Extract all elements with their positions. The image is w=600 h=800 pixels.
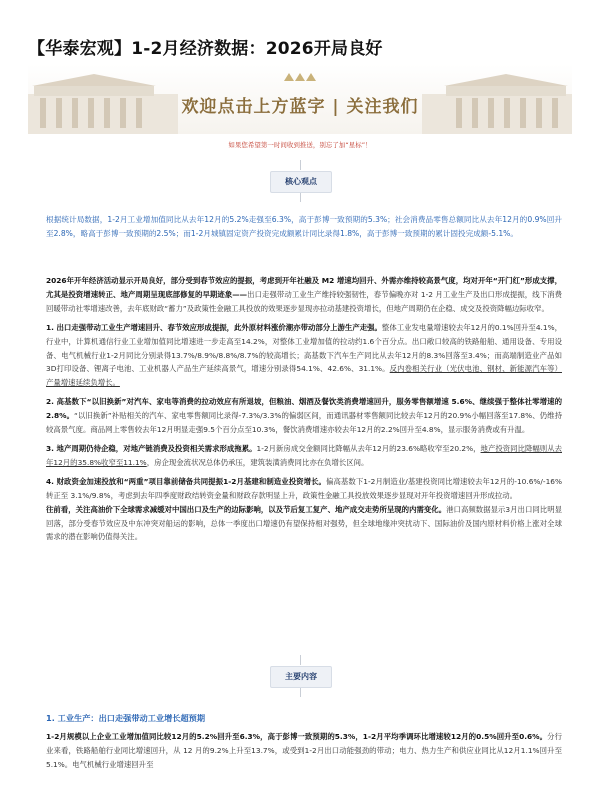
point-3-paragraph — [46, 442, 562, 470]
point-1-underline: 反内卷相关行业（光伏电池、钢材、新能源汽车等）产量增速延续负增长。 — [46, 364, 562, 388]
follow-banner[interactable] — [28, 64, 572, 134]
intro-bold: 2026年开年经济活动显示开局良好，部分受到春节效应的提振，考虑到开年社融及 M2 增速均回升、外需亦维持较高景气度，均对开年“开门红”形成支撑，尤其是投资增速转正、地产周期呈现底部修复的早期迹象—— — [46, 276, 562, 299]
section-1-bold: 1-2月规模以上企业工业增加值同比较12月的5.2%回升至6.3%，高于彭博一致预期的5.3%，1-2月平均季调环比增速较12月的0.5%回升至0.6%。 — [46, 732, 548, 741]
point-3-bold: 3. 地产周期仍待企稳，对地产链消费及投资相关需求形成拖累。 — [46, 443, 257, 453]
connector-line — [300, 193, 301, 202]
point-2-text: “以旧换新”补贴相关的汽车、家电零售额同比录得-7.3%/3.3%的偏弱区间，而通讯器材零售额同比较去年12月的20.9%小幅回落至17.8%、仍维持较高景气度。商品网上零售较去年12月明显走强9.5个百分点至10.3%，餐饮消费增速亦较去年12月的2.2%回升至4.8%，显示服务消费或有升温。 — [46, 411, 563, 435]
core-section-header — [0, 160, 600, 210]
follow-slogan: 欢迎点击上方蓝字 | 关注我们 — [181, 97, 419, 117]
section-1-heading: 1. 工业生产：出口走强带动工业增长超预期 — [46, 713, 206, 723]
intro-text: 出口走强带动工业生产维持较强韧性，春节偏晚亦对 1-2 月工业生产及出口形成提振，线下消费回暖带动社零增速改善，去年底财政“蓄力”及政策性金融工具投放的效果逐步显现亦拉动基建投资增长，但地产周期仍在企稳、成交及投资降幅边际收窄。 — [46, 289, 562, 313]
page-title: 【华泰宏观】1-2月经济数据：2026开局良好 — [28, 39, 383, 59]
intro-paragraph — [46, 274, 562, 316]
point-3-text-end: ，房企现金流状况总体仍承压，建筑装潢消费同比亦在负增长区间。 — [146, 457, 369, 467]
arrow-up-icon — [280, 69, 320, 83]
outlook-bold: 往前看，关注高油价下全球需求减缓对中国出口及生产的边际影响，以及节后复工复产、地产成交走势所呈现的内需变化。 — [46, 504, 447, 514]
point-3-text: 1-2月新房成交金额同比降幅从去年12月的23.6%略收窄至20.2%， — [256, 443, 481, 453]
point-2-paragraph — [46, 395, 562, 437]
connector-line — [300, 160, 301, 170]
outlook-text: 港口高频数据显示3月出口同比明显回落，部分受春节效应及中东冲突对船运的影响，总体一季度出口增速仍有望保持相对强势，但全球地缘冲突扰动下、国际油价及国内原材料价格上涨对全球需求的潜在影响仍值得关注。 — [46, 504, 562, 542]
point-4-bold: 4. 财政资金加速投放和“两重”项目靠前储备共同提振1-2月基建和制造业投资增长。 — [46, 476, 327, 486]
outlook-paragraph — [46, 503, 562, 545]
point-1-text: 整体工业发电量增速较去年12月的0.1%回升至4.1%，行业中，计算机通信行业工业增加值同比增速进一步走高至14.2%，对整体工业增加值的拉动约1.6个百分点。出口敞口较高的铁路船舶、通用设备、专用设备、电气机械行业1-2月同比分别录得13.7%/8.9%/8.8%/8.7%的较高增长；高基数下汽车生产同比从去年12月的8.3%回落至3.4%；而高端制造业产品如3D打印设备、锂离子电池、工业机器人产品生产延续高景气，增速分别录得54.1%、42.6%、31.1%。 — [46, 322, 562, 374]
core-views-badge: 核心观点 — [270, 171, 332, 193]
section-1-body — [46, 730, 562, 772]
point-1-bold: 1. 出口走强带动工业生产增速回升、春节效应形成提振，此外原材料涨价潮亦带动部分上游生产走强。 — [46, 322, 382, 332]
point-3-underline: 地产投资同比降幅则从去年12月的35.8%收窄至11.1% — [46, 443, 562, 467]
star-reminder-note: 如果您希望第一时间收到推送，别忘了加“星标”！ — [228, 141, 372, 149]
point-4-paragraph — [46, 475, 562, 503]
connector-line — [300, 688, 301, 697]
point-4-text: 偏高基数下1-2月制造业/基建投资同比增速较去年12月的-10.6%/-16%转正至 3.1%/9.8%，考虑到去年四季度财政结转资金量和财政存款明显上升，政策性金融工具投放效果逐步显现对开年投资增速回升形成拉动。 — [46, 476, 563, 500]
main-content-badge: 主要内容 — [270, 666, 332, 688]
connector-line — [300, 655, 301, 665]
point-1-paragraph — [46, 321, 562, 391]
main-section-header — [0, 655, 600, 705]
point-2-bold: 2. 高基数下“以旧换新”对汽车、家电等消费的拉动效应有所退坡，但粮油、烟酒及餐饮类消费增速回升，服务零售额增速 5.6%、继续强于整体社零增速的2.8%。 — [46, 397, 562, 421]
section-1-text: 分行业来看，铁路船舶行业同比增速回升，从 12 月的9.2%上升至13.7%，或受到1-2月出口动能强劲的带动；电力、热力生产和供应业同比从12月1.1%回升至5.1%。电气机械行业增速回升至 — [46, 732, 562, 769]
data-summary: 根据统计局数据，1-2月工业增加值同比从去年12月的5.2%走强至6.3%，高于彭博一致预期的5.3%；社会消费品零售总额同比从去年12月的0.9%回升至2.8%，略高于彭博一致预期的2.5%；而1-2月城镇固定资产投资完成额累计同比录得1.8%，高于彭博一致预期的累计固投完成额-5.1%。 — [46, 215, 562, 238]
core-views-body — [46, 274, 562, 549]
